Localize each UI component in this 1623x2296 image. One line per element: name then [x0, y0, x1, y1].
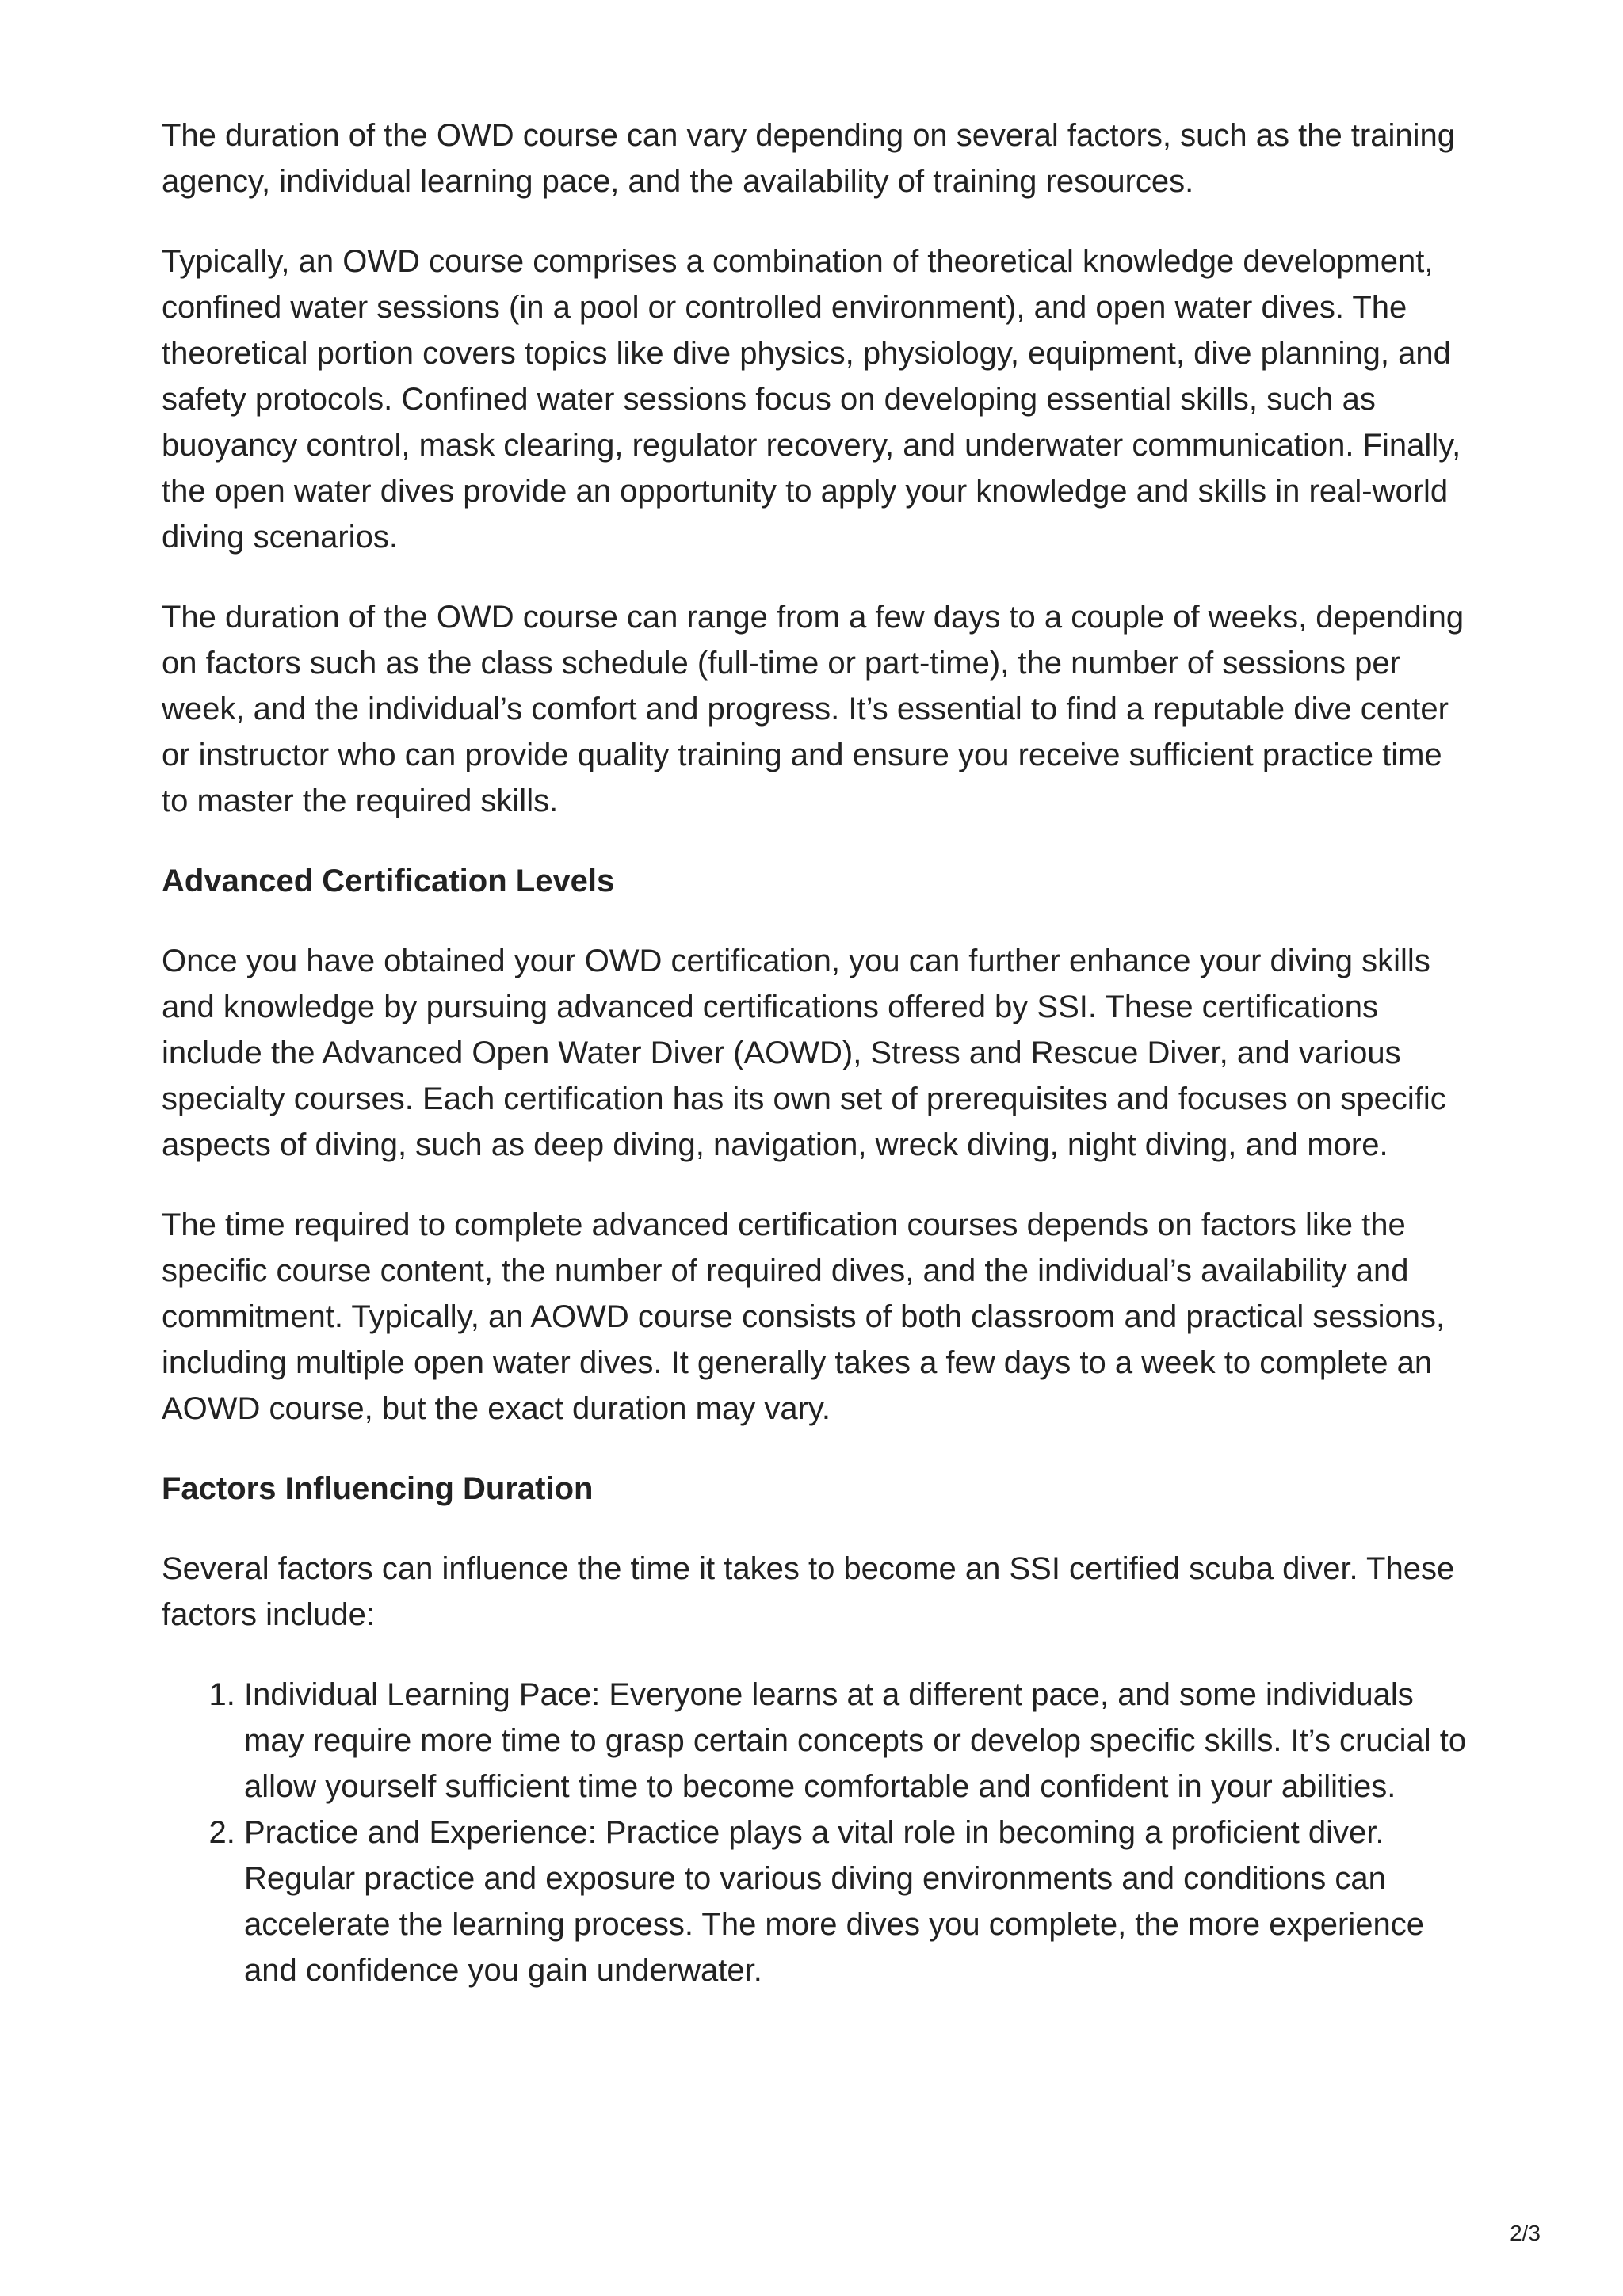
heading-factors-influencing-duration: Factors Influencing Duration [162, 1471, 594, 1506]
paragraph-factors-intro: Several factors can influence the time it takes to become an SSI certified scuba diver. These factors include: [162, 1551, 1455, 1632]
paragraph-advanced-time-required: The time required to complete advanced certification courses depends on factors like the specific course content, the number of required dives, and the individual’s availability and commitment. Typically, an AOWD course consists of both classroom and practical sessions, including multiple open water dives. It generally takes a few days to a week to complete an AOWD course, but the exact duration may vary. [162, 1207, 1445, 1426]
page-number: 2/3 [1510, 2221, 1541, 2245]
factors-list [162, 1672, 1469, 1993]
paragraph-owd-duration-intro: The duration of the OWD course can vary depending on several factors, such as the training agency, individual learning pace, and the availability of training resources. [162, 118, 1455, 199]
paragraph-owd-course-range: The duration of the OWD course can range from a few days to a couple of weeks, depending on factors such as the class schedule (full-time or part-time), the number of sessions per week, and the individual’s comfort and progress. It’s essential to find a reputable dive center or instructor who can provide quality training and ensure you receive sufficient practice time to master the required skills. [162, 600, 1465, 818]
list-item: 1. Individual Learning Pace: Everyone learns at a different pace, and some individuals may require more time to grasp certain concepts or develop specific skills. It’s crucial to allow yourself sufficient time to become comfortable and confident in your abilities. [244, 1672, 1469, 1810]
list-item: 2. Practice and Experience: Practice plays a vital role in becoming a proficient diver. Regular practice and exposure to various diving environments and conditions can accelerate the learning process. The more dives you complete, the more experience and confidence you gain underwater. [244, 1810, 1469, 1993]
paragraph-advanced-certifications: Once you have obtained your OWD certification, you can further enhance your diving skills and knowledge by pursuing advanced certifications offered by SSI. These certifications include the Advanced Open Water Diver (AOWD), Stress and Rescue Diver, and various specialty courses. Each certification has its own set of prerequisites and focuses on specific aspects of diving, such as deep diving, navigation, wreck diving, night diving, and more. [162, 944, 1446, 1162]
paragraph-owd-course-structure: Typically, an OWD course comprises a combination of theoretical knowledge development, confined water sessions (in a pool or controlled environment), and open water dives. The theoretical portion covers topics like dive physics, physiology, equipment, dive planning, and safety protocols. Confined water sessions focus on developing essential skills, such as buoyancy control, mask clearing, regulator recovery, and underwater communication. Finally, the open water dives provide an opportunity to apply your knowledge and skills in real-world diving scenarios. [162, 244, 1461, 555]
article-body [162, 113, 1469, 1993]
heading-advanced-certification-levels: Advanced Certification Levels [162, 864, 615, 898]
